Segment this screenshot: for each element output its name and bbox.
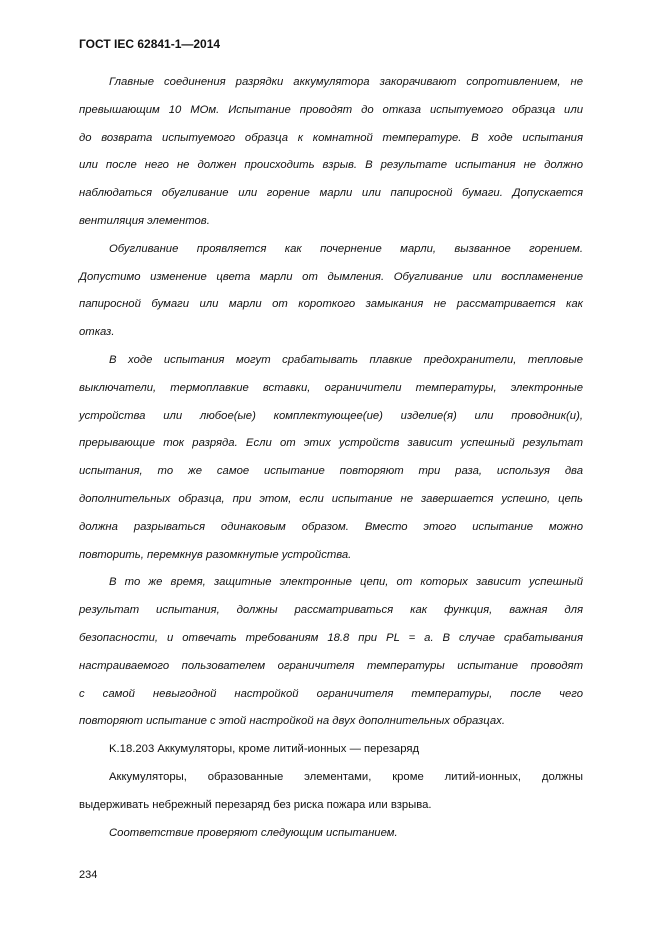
text-line: выдерживать небрежный перезаряд без риска пожара или взрыва. [79, 798, 432, 811]
document-header: ГОСТ IEC 62841-1—2014 [79, 37, 221, 51]
text-line: результат испытания, должны рассматриваться как функция, важная для [79, 604, 583, 617]
text-line: Главные соединения разрядки аккумулятора закорачивают сопротивлением, не [109, 76, 583, 88]
text-line: В то же время, защитные электронные цепи, от которых зависит успешный [109, 576, 583, 589]
text-line: испытания, то же самое испытание повторяют три раза, используя два [79, 465, 583, 478]
text-line: папиросной бумаги или марли от короткого замыкания не рассматривается как [79, 298, 583, 311]
text-line: В ходе испытания могут срабатывать плавкие предохранители, тепловые [109, 353, 583, 366]
text-line: повторяют испытание с этой настройкой на двух дополнительных образцах. [79, 715, 505, 728]
text-line: Аккумуляторы, образованные элементами, кроме литий-ионных, должны [109, 770, 583, 783]
text-line: устройства или любое(ые) комплектующее(ие) изделие(я) или проводник(и), [79, 409, 583, 422]
text-line: наблюдаться обугливание или горение марли или папиросной бумаги. Допускается [79, 187, 583, 200]
text-line: или после него не должен происходить взрыв. В результате испытания не должно [79, 159, 583, 172]
text-line: настраиваемого пользователем ограничителя температуры испытание проводят [79, 659, 583, 672]
text-line: отказ. [79, 326, 115, 339]
text-line: выключатели, термоплавкие вставки, ограничители температуры, электронные [79, 381, 583, 394]
text-line: дополнительных образца, при этом, если испытание не завершается успешно, цепь [79, 492, 583, 505]
text-line: безопасности, и отвечать требованиям 18.8 при PL = a. В случае срабатывания [79, 631, 583, 644]
text-line: прерывающие ток разряда. Если от этих устройств зависит успешный результат [79, 437, 583, 450]
page-number: 234 [79, 869, 98, 881]
document-body [79, 72, 583, 850]
text-line: K.18.203 Аккумуляторы, кроме литий-ионных — перезаряд [109, 743, 420, 756]
text-line: с самой невыгодной настройкой ограничителя температуры, после чего [79, 687, 583, 700]
text-line: Допустимо изменение цвета марли от дымления. Обугливание или воспламенение [79, 270, 583, 283]
text-line: Обугливание проявляется как почернение марли, вызванное горением. [109, 242, 583, 255]
text-line: до возврата испытуемого образца к комнатной температуре. В ходе испытания [79, 131, 583, 144]
text-line: повторить, перемкнув разомкнутые устройства. [79, 548, 352, 561]
text-line: должна разрываться одинаковым образом. Вместо этого испытание можно [79, 520, 583, 533]
text-line: вентиляция элементов. [79, 214, 210, 227]
text-line: Соответствие проверяют следующим испытанием. [109, 826, 398, 839]
text-line: превышающим 10 МОм. Испытание проводят до отказа испытуемого образца или [79, 103, 583, 116]
